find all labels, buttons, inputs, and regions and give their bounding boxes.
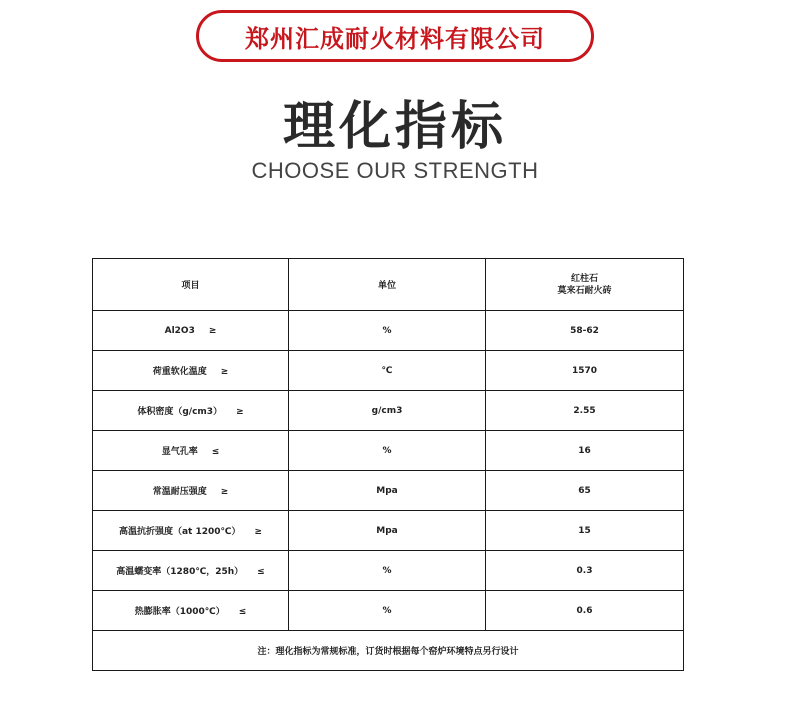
cell-value: 1570 (486, 351, 684, 391)
item-label: 体积密度（g/cm3） (137, 407, 223, 417)
cell-unit: % (289, 591, 486, 631)
cell-item (93, 471, 289, 511)
header-product-line2: 莫来石耐火砖 (557, 285, 612, 296)
spec-table (92, 258, 684, 671)
item-comparison-symbol: ≥ (220, 487, 229, 497)
cell-unit: Mpa (289, 471, 486, 511)
cell-unit: g/cm3 (289, 391, 486, 431)
item-label: 热膨胀率（1000℃） (134, 607, 225, 617)
header-product (486, 259, 684, 311)
item-label: 荷重软化温度 (152, 367, 207, 377)
cell-value: 16 (486, 431, 684, 471)
table-note-row (93, 631, 684, 671)
cell-item (93, 511, 289, 551)
item-comparison-symbol: ≥ (208, 325, 217, 336)
company-name-badge: 郑州汇成耐火材料有限公司 (196, 10, 594, 62)
item-comparison-symbol: ≤ (238, 607, 247, 617)
cell-value: 0.6 (486, 591, 684, 631)
item-label: Al2O3 (164, 325, 195, 336)
table-row (93, 591, 684, 631)
table-row (93, 551, 684, 591)
table-row (93, 511, 684, 551)
item-comparison-symbol: ≥ (254, 527, 262, 537)
cell-unit: Mpa (289, 511, 486, 551)
cell-value: 2.55 (486, 391, 684, 431)
cell-value: 0.3 (486, 551, 684, 591)
cell-item (93, 591, 289, 631)
table-row (93, 351, 684, 391)
header-product-line1: 红柱石 (570, 273, 598, 284)
cell-unit: % (289, 551, 486, 591)
table-note: 注：理化指标为常规标准，订货时根据每个窑炉环境特点另行设计 (93, 631, 684, 671)
item-label: 常温耐压强度 (152, 487, 207, 497)
item-comparison-symbol: ≤ (257, 567, 265, 577)
cell-value: 65 (486, 471, 684, 511)
cell-value: 15 (486, 511, 684, 551)
cell-unit: % (289, 311, 486, 351)
item-label: 显气孔率 (161, 447, 198, 457)
item-comparison-symbol: ≥ (220, 367, 229, 377)
page-title: 理化指标 (282, 97, 507, 157)
header-item: 项目 (93, 259, 289, 311)
table-header-row (93, 259, 684, 311)
item-comparison-symbol: ≤ (211, 447, 220, 457)
cell-item (93, 431, 289, 471)
cell-unit: % (289, 431, 486, 471)
cell-item (93, 351, 289, 391)
header-unit: 单位 (289, 259, 486, 311)
item-comparison-symbol: ≥ (236, 407, 244, 417)
page-subtitle: CHOOSE OUR STRENGTH (251, 158, 539, 183)
cell-item (93, 391, 289, 431)
cell-unit: ℃ (289, 351, 486, 391)
item-label: 高温蠕变率（1280℃，25h） (116, 567, 244, 577)
cell-item (93, 551, 289, 591)
table-row (93, 391, 684, 431)
cell-value: 58-62 (486, 311, 684, 351)
cell-item (93, 311, 289, 351)
table-row (93, 471, 684, 511)
item-label: 高温抗折强度（at 1200℃） (118, 527, 241, 537)
table-row (93, 311, 684, 351)
table-row (93, 431, 684, 471)
